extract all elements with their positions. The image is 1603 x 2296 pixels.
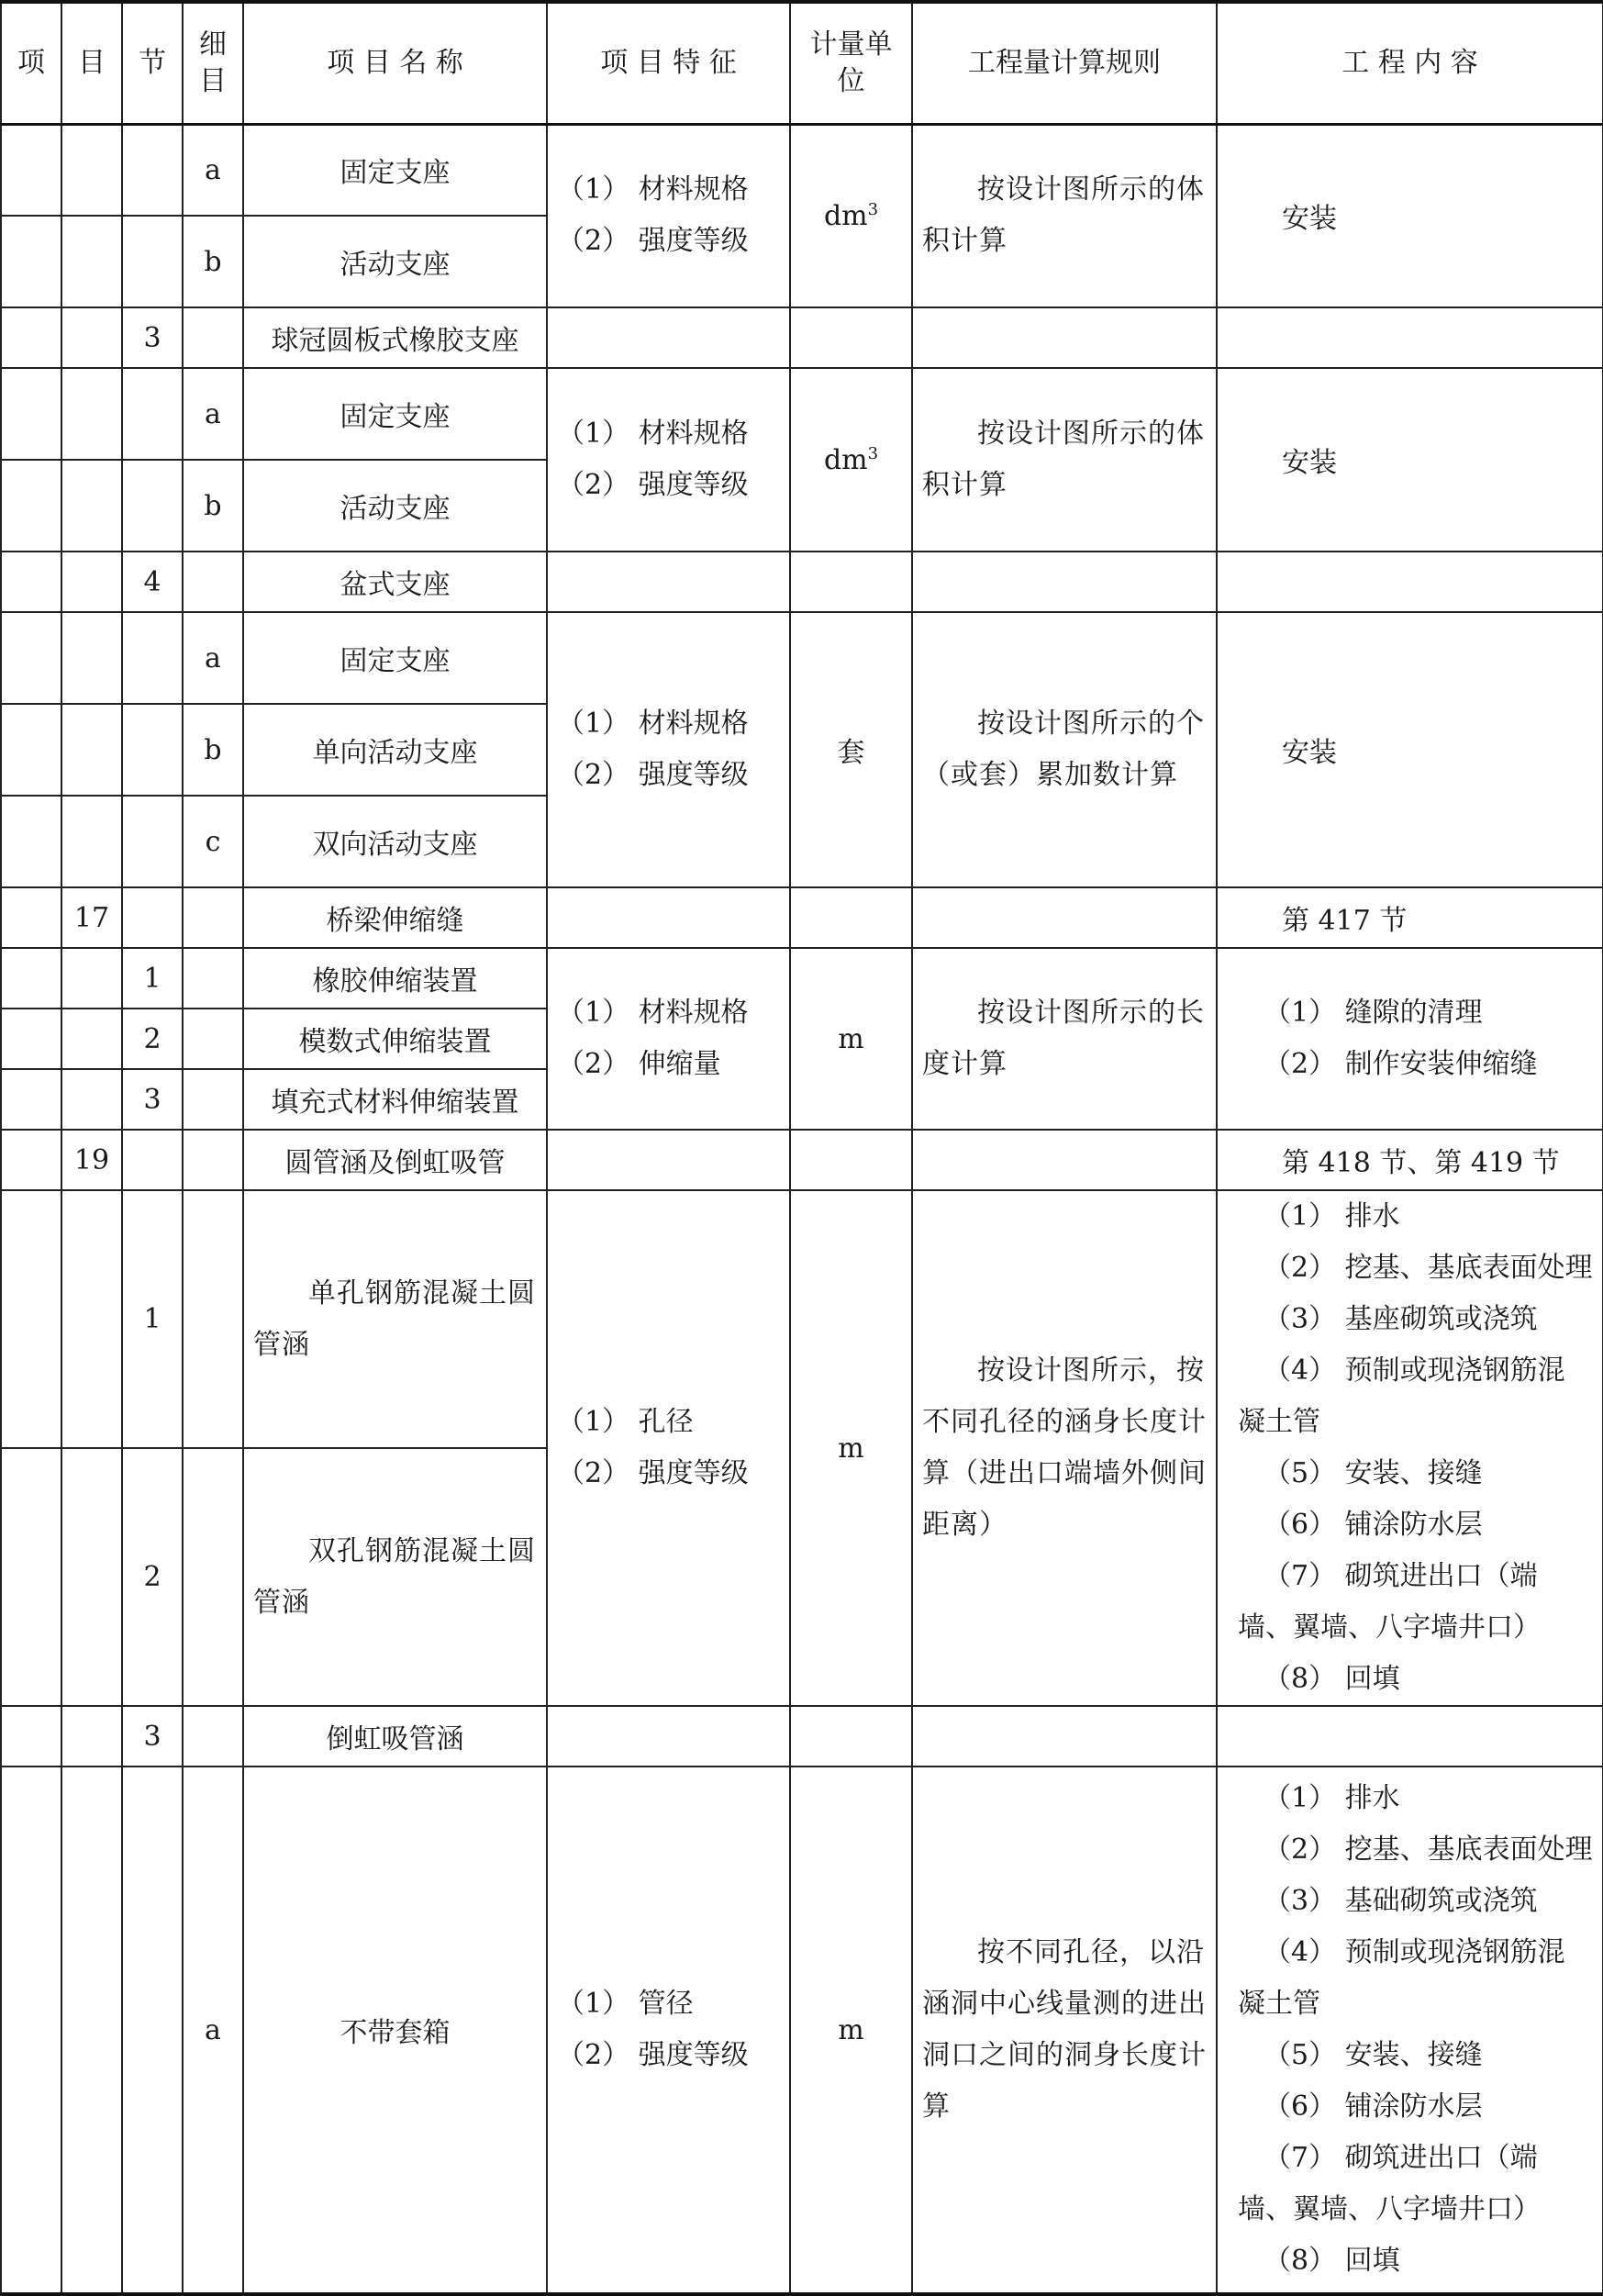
cell-mu: [61, 612, 122, 704]
cell-name: 固定支座: [243, 368, 547, 460]
cell-xiang: [1, 460, 61, 552]
cell-unit: [790, 1706, 912, 1767]
cell-ximu: [183, 1069, 243, 1130]
cell-jie: [122, 216, 183, 307]
cell-mu: [61, 948, 122, 1009]
cell-features: [547, 612, 790, 887]
content-line: （8） 回填: [1263, 2245, 1400, 2277]
feature-strength: （2） 强度等级: [557, 1457, 749, 1489]
header-row: [1, 2, 1603, 124]
cell-mu: [61, 1009, 122, 1069]
cell-name: 模数式伸缩装置: [243, 1009, 547, 1069]
cell-ximu: [183, 1448, 243, 1706]
cell-ximu: a: [183, 124, 243, 216]
unit-text: dm: [823, 443, 868, 476]
cell-content: 第 417 节: [1217, 887, 1603, 948]
cell-ximu: a: [183, 1767, 243, 2294]
header-mu: 目: [61, 2, 122, 124]
cell-mu: [61, 124, 122, 216]
cell-name: 活动支座: [243, 460, 547, 552]
table-row: [1, 552, 1603, 612]
cell-jie: 2: [122, 1009, 183, 1069]
content-line: 凝土管: [1238, 1988, 1320, 2020]
cell-jie: 3: [122, 1069, 183, 1130]
cell-unit: m: [790, 948, 912, 1130]
content-line: （7） 砌筑进出口（端: [1263, 1560, 1538, 1592]
cell-jie: [122, 612, 183, 704]
content-line: （4） 预制或现浇钢筋混: [1263, 1354, 1565, 1387]
unit-text: dm: [823, 199, 868, 232]
cell-content: 安装: [1217, 124, 1603, 307]
cell-rule: 按设计图所示的体积计算: [912, 124, 1217, 307]
cell-xiang: [1, 1069, 61, 1130]
cell-features: [547, 1767, 790, 2294]
cell-name: 圆管涵及倒虹吸管: [243, 1130, 547, 1190]
cell-xiang: [1, 887, 61, 948]
cell-features: [547, 124, 790, 307]
cell-jie: [122, 1767, 183, 2294]
cell-rule: 按不同孔径，以沿涵洞中心线量测的进出洞口之间的洞身长度计算: [912, 1767, 1217, 2294]
cell-mu: [61, 1706, 122, 1767]
cell-mu: [61, 552, 122, 612]
feature-strength: （2） 强度等级: [557, 225, 749, 258]
cell-jie: [122, 1130, 183, 1190]
cell-features: [547, 1706, 790, 1767]
table-row: [1, 612, 1603, 704]
cell-features: [547, 887, 790, 948]
cell-jie: [122, 368, 183, 460]
cell-content: [1217, 1706, 1603, 1767]
cell-features: [547, 307, 790, 368]
cell-xiang: [1, 796, 61, 887]
cell-xiang: [1, 368, 61, 460]
cell-mu: 17: [61, 887, 122, 948]
cell-mu: [61, 1190, 122, 1448]
header-unit: 计量单位: [790, 2, 912, 124]
cell-ximu: c: [183, 796, 243, 887]
cell-name: 活动支座: [243, 216, 547, 307]
content-line: （2） 挖基、基底表面处理: [1263, 1833, 1593, 1866]
feature-material: （1） 材料规格: [557, 708, 749, 740]
cell-features: [547, 368, 790, 552]
cell-mu: [61, 1448, 122, 1706]
cell-name: 橡胶伸缩装置: [243, 948, 547, 1009]
content-line: （6） 铺涂防水层: [1263, 2090, 1483, 2123]
feature-pipe: （1） 管径: [557, 1988, 694, 2020]
cell-xiang: [1, 216, 61, 307]
cell-ximu: a: [183, 612, 243, 704]
feature-expansion: （2） 伸缩量: [557, 1048, 721, 1080]
header-features: 项 目 特 征: [547, 2, 790, 124]
content-line: （7） 砌筑进出口（端: [1263, 2142, 1538, 2174]
table-row: [1, 307, 1603, 368]
content-line: 墙、翼墙、八字墙井口）: [1238, 1611, 1541, 1644]
header-name: 项 目 名 称: [243, 2, 547, 124]
cell-rule: 按设计图所示的体积计算: [912, 368, 1217, 552]
table-row: [1, 1130, 1603, 1190]
cell-ximu: b: [183, 460, 243, 552]
feature-material: （1） 材料规格: [557, 418, 749, 450]
cell-jie: 3: [122, 307, 183, 368]
cell-features: [547, 1190, 790, 1706]
cell-xiang: [1, 1130, 61, 1190]
cell-name: 倒虹吸管涵: [243, 1706, 547, 1767]
cell-name: 单向活动支座: [243, 704, 547, 796]
cell-mu: [61, 460, 122, 552]
cell-ximu: [183, 887, 243, 948]
cell-mu: [61, 796, 122, 887]
content-line: （2） 制作安装伸缩缝: [1263, 1048, 1538, 1080]
header-xiang: 项: [1, 2, 61, 124]
cell-mu: [61, 1767, 122, 2294]
feature-strength: （2） 强度等级: [557, 469, 749, 501]
content-line: （5） 安装、接缝: [1263, 1457, 1483, 1489]
cell-features: [547, 552, 790, 612]
table-row: [1, 1767, 1603, 2294]
cell-unit: m: [790, 1190, 912, 1706]
cell-rule: [912, 552, 1217, 612]
cell-ximu: b: [183, 216, 243, 307]
content-line: （3） 基座砌筑或浇筑: [1263, 1303, 1538, 1335]
cell-content: 第 418 节、第 419 节: [1217, 1130, 1603, 1190]
cell-features: [547, 1130, 790, 1190]
cell-unit: [790, 368, 912, 552]
content-line: （3） 基础砌筑或浇筑: [1263, 1885, 1538, 1917]
cell-unit: [790, 124, 912, 307]
cell-unit: 套: [790, 612, 912, 887]
cell-ximu: [183, 1009, 243, 1069]
cell-rule: [912, 307, 1217, 368]
cell-jie: 4: [122, 552, 183, 612]
cell-jie: 3: [122, 1706, 183, 1767]
content-line: （1） 排水: [1263, 1782, 1400, 1814]
cell-mu: [61, 368, 122, 460]
unit-superscript: 3: [867, 443, 879, 463]
cell-jie: [122, 796, 183, 887]
header-content: 工 程 内 容: [1217, 2, 1603, 124]
cell-jie: [122, 887, 183, 948]
cell-mu: [61, 1069, 122, 1130]
cell-jie: 1: [122, 948, 183, 1009]
cell-jie: [122, 704, 183, 796]
cell-name: 固定支座: [243, 612, 547, 704]
cell-jie: [122, 460, 183, 552]
header-ximu: 细目: [183, 2, 243, 124]
table-row: [1, 887, 1603, 948]
cell-name: 双向活动支座: [243, 796, 547, 887]
cell-jie: [122, 124, 183, 216]
cell-xiang: [1, 1190, 61, 1448]
content-line: （1） 排水: [1263, 1200, 1400, 1232]
content-line: 凝土管: [1238, 1406, 1320, 1438]
cell-rule: [912, 1130, 1217, 1190]
content-line: （4） 预制或现浇钢筋混: [1263, 1936, 1565, 1968]
content-line: （1） 缝隙的清理: [1263, 997, 1483, 1029]
cell-content: [1217, 948, 1603, 1130]
cell-xiang: [1, 612, 61, 704]
cell-jie: 2: [122, 1448, 183, 1706]
cell-mu: [61, 307, 122, 368]
feature-strength: （2） 强度等级: [557, 759, 749, 791]
cell-content: [1217, 307, 1603, 368]
cell-unit: m: [790, 1767, 912, 2294]
cell-rule: [912, 1706, 1217, 1767]
cell-unit: [790, 1130, 912, 1190]
feature-material: （1） 材料规格: [557, 173, 749, 206]
content-line: （5） 安装、接缝: [1263, 2039, 1483, 2071]
cell-xiang: [1, 1706, 61, 1767]
cell-xiang: [1, 948, 61, 1009]
cell-rule: 按设计图所示，按不同孔径的涵身长度计算（进出口端墙外侧间距离）: [912, 1190, 1217, 1706]
cell-name: 不带套箱: [243, 1767, 547, 2294]
content-line: （2） 挖基、基底表面处理: [1263, 1252, 1593, 1284]
cell-ximu: [183, 948, 243, 1009]
cell-ximu: b: [183, 704, 243, 796]
content-line: 墙、翼墙、八字墙井口）: [1238, 2193, 1541, 2225]
cell-content: 安装: [1217, 368, 1603, 552]
cell-xiang: [1, 307, 61, 368]
header-jie: 节: [122, 2, 183, 124]
cell-ximu: [183, 1706, 243, 1767]
cell-name: 填充式材料伸缩装置: [243, 1069, 547, 1130]
cell-content: [1217, 1767, 1603, 2294]
cell-unit: [790, 887, 912, 948]
cell-ximu: a: [183, 368, 243, 460]
table-row: [1, 948, 1603, 1009]
cell-xiang: [1, 1767, 61, 2294]
cell-content: [1217, 1190, 1603, 1706]
feature-material: （1） 材料规格: [557, 997, 749, 1029]
cell-mu: 19: [61, 1130, 122, 1190]
header-rule: 工程量计算规则: [912, 2, 1217, 124]
cell-content: [1217, 552, 1603, 612]
cell-ximu: [183, 307, 243, 368]
cell-name: 盆式支座: [243, 552, 547, 612]
cell-xiang: [1, 1448, 61, 1706]
table-row: [1, 124, 1603, 216]
cell-unit: [790, 552, 912, 612]
cell-rule: 按设计图所示的长度计算: [912, 948, 1217, 1130]
cell-name: 固定支座: [243, 124, 547, 216]
cell-name: 桥梁伸缩缝: [243, 887, 547, 948]
cell-name: 单孔钢筋混凝土圆管涵: [243, 1190, 547, 1448]
table-row: [1, 368, 1603, 460]
content-line: （8） 回填: [1263, 1663, 1400, 1695]
table-row: [1, 1190, 1603, 1448]
unit-superscript: 3: [867, 199, 879, 219]
cell-ximu: [183, 1130, 243, 1190]
cell-xiang: [1, 704, 61, 796]
cell-xiang: [1, 124, 61, 216]
cell-mu: [61, 704, 122, 796]
table-row: [1, 1706, 1603, 1767]
cell-name: 球冠圆板式橡胶支座: [243, 307, 547, 368]
feature-strength: （2） 强度等级: [557, 2039, 749, 2071]
cell-rule: [912, 887, 1217, 948]
cell-jie: 1: [122, 1190, 183, 1448]
cell-ximu: [183, 1190, 243, 1448]
cell-ximu: [183, 552, 243, 612]
cell-content: 安装: [1217, 612, 1603, 887]
feature-bore: （1） 孔径: [557, 1406, 694, 1438]
cell-xiang: [1, 552, 61, 612]
cell-unit: [790, 307, 912, 368]
cell-xiang: [1, 1009, 61, 1069]
content-line: （6） 铺涂防水层: [1263, 1509, 1483, 1541]
cell-rule: 按设计图所示的个（或套）累加数计算: [912, 612, 1217, 887]
cell-mu: [61, 216, 122, 307]
cell-name: 双孔钢筋混凝土圆管涵: [243, 1448, 547, 1706]
cell-features: [547, 948, 790, 1130]
